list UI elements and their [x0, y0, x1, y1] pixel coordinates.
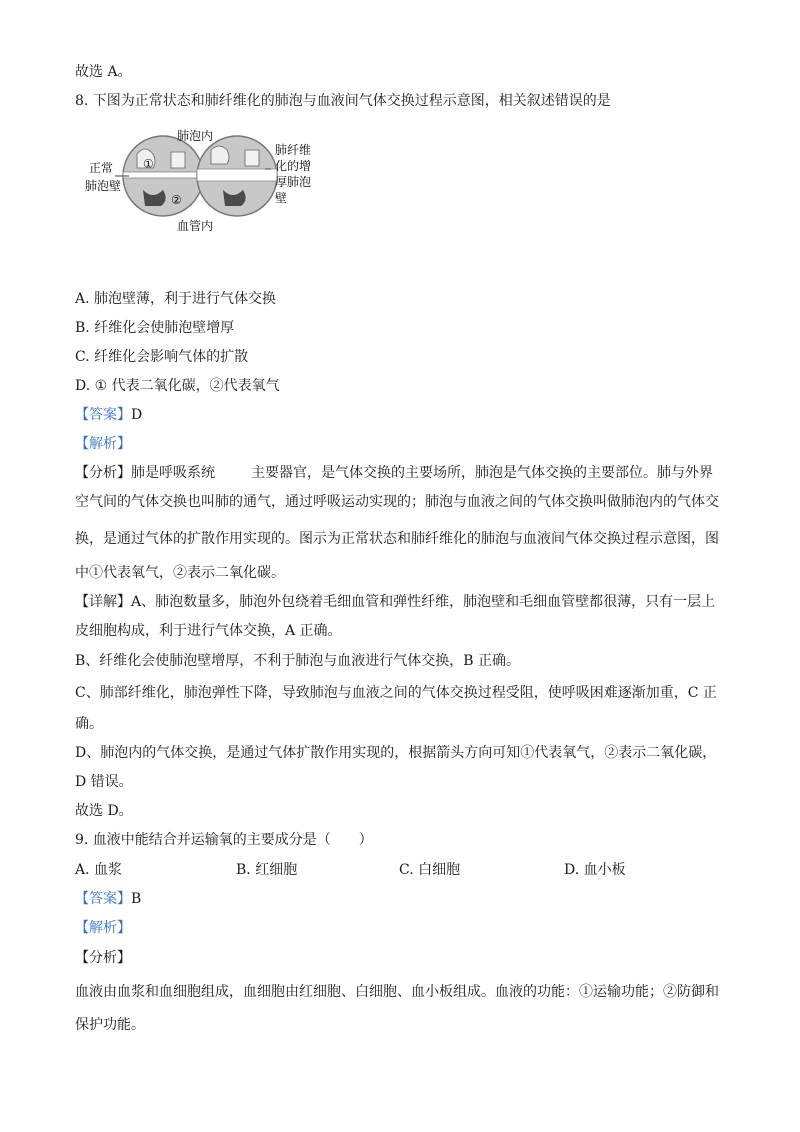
option-9a: A. 血浆	[75, 862, 123, 878]
analysis-9-heading: 【分析】	[75, 950, 131, 966]
answer-tag: 【答案】	[75, 891, 131, 907]
answer-9	[75, 889, 141, 909]
analysis-8-line-2: 空气间的气体交换也叫肺的通气，通过呼吸运动实现的；肺泡与血液之间的气体交换叫做肺泡内的气体交	[75, 494, 719, 510]
normal-alveolar-wall	[123, 172, 203, 178]
analysis-9-line-2: 保护功能。	[75, 1017, 145, 1033]
label-normal-1: 正常	[89, 161, 114, 175]
detail-8-line-5: 确。	[75, 716, 103, 732]
prev-answer-line: 故选 A。	[75, 64, 132, 80]
answer-tag: 【答案】	[75, 407, 131, 423]
label-fibrotic-3: 厚肺泡	[275, 175, 312, 189]
detail-8-line-2: 皮细胞构成，利于进行气体交换，A 正确。	[75, 623, 342, 639]
analysis-9-line-1: 血液由血浆和血细胞组成，血细胞由红细胞、白细胞、血小板组成。血液的功能：①运输功能；②防御和	[75, 984, 719, 1000]
option-9b: B. 红细胞	[236, 862, 298, 878]
option-8c: C. 纤维化会影响气体的扩散	[75, 349, 249, 365]
label-fibrotic-2: 化的增	[275, 159, 312, 173]
answer-8	[75, 405, 142, 425]
option-8b: B. 纤维化会使肺泡壁增厚	[75, 320, 235, 336]
marker-2: ②	[171, 193, 182, 207]
marker-1: ①	[143, 157, 154, 171]
analysis-8-line-4: 中①代表氧气，②表示二氧化碳。	[75, 565, 285, 581]
analysis-8-line-1a: 【分析】肺是呼吸系统	[75, 465, 215, 481]
option-8d: D. ① 代表二氧化碳，②代表氧气	[75, 378, 280, 394]
label-fibrotic-1: 肺纤维	[275, 143, 312, 157]
alveoli-diagram-svg	[85, 124, 315, 236]
label-alveolus-inside: 肺泡内	[177, 129, 214, 143]
analysis-8-line-3: 换，是通过气体的扩散作用实现的。图示为正常状态和肺纤维化的肺泡与血液间气体交换过程示意图，图	[75, 531, 719, 547]
label-fibrotic-4: 壁	[275, 191, 288, 205]
option-9c: C. 白细胞	[399, 862, 461, 878]
analysis-heading-8: 【解析】	[75, 436, 131, 452]
question-9: 9. 血液中能结合并运输氧的主要成分是（ ）	[75, 832, 373, 848]
option-9d: D. 血小板	[564, 862, 626, 878]
detail-8-line-1: 【详解】A、肺泡数量多，肺泡外包绕着毛细血管和弹性纤维，肺泡壁和毛细血管壁都很薄，只有一层上	[75, 594, 716, 610]
answer-value: D	[131, 407, 143, 423]
detail-8-line-6: D、肺泡内的气体交换，是通过气体扩散作用实现的，根据箭头方向可知①代表氧气，②表示二氧化碳，	[75, 745, 717, 761]
normal-arrow-box	[171, 152, 185, 168]
detail-8-line-3: B、纤维化会使肺泡壁增厚，不利于肺泡与血液进行气体交换，B 正确。	[75, 653, 521, 669]
detail-8-line-4: C、肺部纤维化，肺泡弹性下降，导致肺泡与血液之间的气体交换过程受阻，使呼吸困难逐渐加重，C 正	[75, 685, 717, 701]
question-8: 8. 下图为正常状态和肺纤维化的肺泡与血液间气体交换过程示意图，相关叙述错误的是	[75, 93, 611, 109]
answer-value: B	[131, 891, 142, 907]
analysis-heading-9: 【解析】	[75, 920, 131, 936]
label-blood-vessel-inside: 血管内	[177, 219, 214, 233]
fibrotic-arrow-box	[245, 150, 259, 166]
detail-8-line-7: D 错误。	[75, 774, 133, 790]
alveoli-diagram	[85, 124, 315, 236]
analysis-8-line-1b: 主要器官，是气体交换的主要场所，肺泡是气体交换的主要部位。肺与外界	[251, 465, 713, 481]
choose-8: 故选 D。	[75, 803, 133, 819]
label-normal-2: 肺泡壁	[85, 179, 122, 193]
fibrotic-alveolar-wall	[197, 169, 277, 181]
option-8a: A. 肺泡壁薄，利于进行气体交换	[75, 291, 277, 307]
analysis-8-line-1	[75, 463, 713, 483]
